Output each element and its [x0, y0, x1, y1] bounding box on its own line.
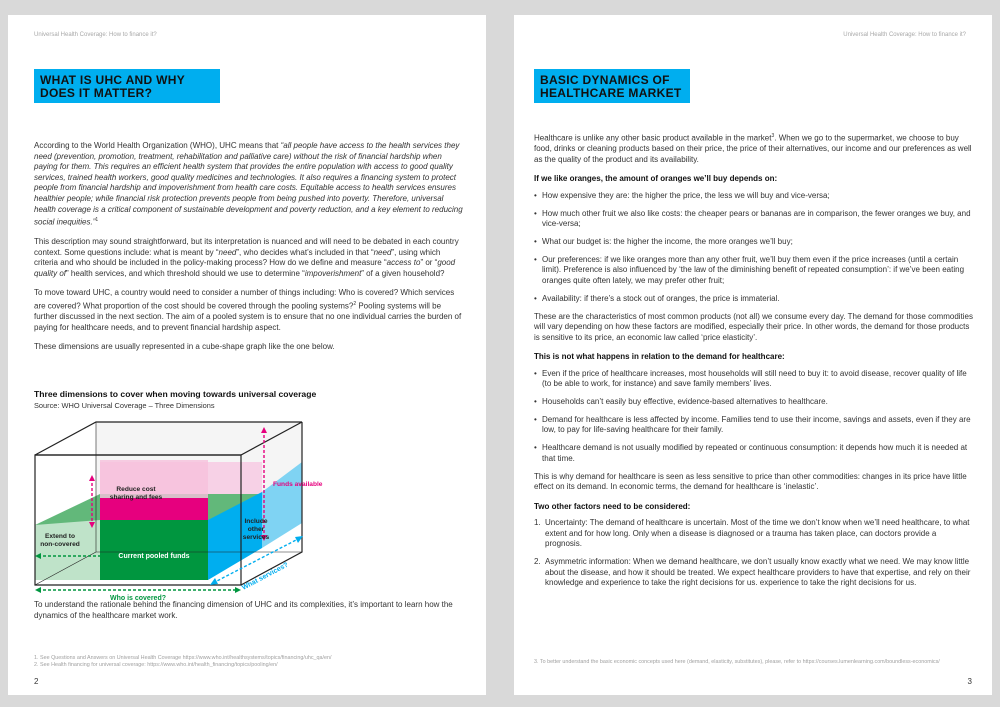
page-right: [514, 15, 992, 695]
subheading: This is not what happens in relation to the demand for healthcare:: [534, 352, 785, 362]
cost-front: [100, 498, 208, 520]
paragraph: This description may sound straightforward, but its interpretation is nuanced and will need to be debated in each country context. Some questions include: what is meant by “need”, who decides what’s included in that “need”, using which criteria and who should be included in the policy-making process? How do we define and measure “access to” or “good quality of” health services, and which threshold should we use to determine “impoverishment” of a given household?: [34, 237, 459, 278]
list-item: • Availability: if there’s a stock out of oranges, the price is immaterial.: [534, 294, 974, 305]
body-text: [34, 141, 466, 362]
paragraph: These are the characteristics of most common products (not all) we consume every day. The demand for those commodities will vary depending on how these factors are modified, especially their price. In other words, the demand for those products is sensitive to its price, an economic law called ‘price elasticity’.: [534, 311, 974, 342]
footnote: 3. To better understand the basic economic concepts used here (demand, elasticity, substitutes), please, refer to https://courses.lumenlearning.com/boundless-economics/: [534, 659, 940, 665]
list-item: • Our preferences: if we like oranges more than any other fruit, we’ll buy them even if the price increases (until a certain limit). Preference is also influenced by ‘the law of the diminishing benefit of repeated consumption’: if we’ve been eating oranges quite often lately, we may prefer other fruit;: [534, 255, 974, 287]
list-item: • Households can’t easily buy effective, evidence-based alternatives to healthcare.: [534, 397, 974, 408]
section-heading: BASIC DYNAMICS OF HEALTHCARE MARKET: [534, 69, 690, 103]
section-heading: WHAT IS UHC AND WHY DOES IT MATTER?: [34, 69, 220, 103]
list-item: • How much other fruit we also like costs: the cheaper pears or bananas are in comparison, the fewer oranges we buy, and vice-versa;: [534, 209, 974, 230]
footnote: 1. See Questions and Answers on Universal Health Coverage https://www.who.int/healthsystems/topics/financing/uhc_qa/en/: [34, 655, 332, 661]
page-left: [8, 15, 486, 695]
footnote: 2. See Health financing for universal coverage: https://www.who.int/health_financing/topics/pooling/en/: [34, 662, 278, 668]
running-header: Universal Health Coverage: How to finance it?: [843, 32, 966, 38]
factors-list: [534, 518, 974, 589]
include-label-3: services: [242, 534, 270, 541]
page-number: 2: [34, 677, 39, 686]
subheading: Two other factors need to be considered:: [534, 501, 691, 511]
three-dimensions-cube: [30, 420, 360, 602]
oranges-list: [534, 191, 974, 305]
list-item: 2. Asymmetric information: When we demand healthcare, we don’t usually know exactly what we need. We may know little about the disease, and how it should be treated. We expect healthcare providers to have that expertise, and rely on their knowledge and experience to take the right decisions for us. experience to take the right decisions for us.: [534, 557, 971, 588]
running-header: Universal Health Coverage: How to finance it?: [34, 32, 157, 38]
extend-label-2: non-covered: [40, 541, 80, 548]
reduce-cost-label-2: sharing and fees: [109, 494, 163, 501]
list-item: • How expensive they are: the higher the price, the less we will buy and vice-versa;: [534, 191, 974, 202]
footnotes: [34, 655, 466, 669]
page-number: 3: [967, 677, 972, 686]
figure-source: Source: WHO Universal Coverage – Three Dimensions: [34, 401, 215, 410]
figure-title: Three dimensions to cover when moving towards universal coverage: [34, 389, 317, 399]
funds-available-label: Funds available: [273, 481, 323, 488]
paragraph: According to the World Health Organization (WHO), UHC means that “all people have access to the health services they need (prevention, promotion, treatment, rehabilitation and palliative care) without the risk of financial hardship when paying for them. This requires an efficient health system that provides the entire population with access to good quality services, trained health workers, good quality medicines and technologies. It also requires a financing system to protect people from financial hardship and impoverishment from health care costs. Equitable access to health services ensures healthier people; while financial risk protection prevents people from being pushed into poverty. Therefore, universal health coverage is a critical component of sustainable development and poverty reduction, and a key element to reducing social inequities.”$^1$: [34, 141, 463, 227]
healthcare-list: [534, 369, 974, 465]
include-label: Include: [244, 518, 268, 525]
extend-front: [35, 520, 100, 580]
what-services-label: What services?: [240, 561, 290, 592]
list-item: • What our budget is: the higher the income, the more oranges we’ll buy;: [534, 237, 974, 248]
list-item: 1. Uncertainty: The demand of healthcare is uncertain. Most of the time we don’t know when we’ll need healthcare, to what extent and for how long. Only when a disease is diagnosed or a trauma has taken place, can doctors provide a prognosis.: [534, 518, 970, 549]
paragraph: These dimensions are usually represented in a cube-shape graph like the one below.: [34, 342, 335, 352]
body-text: [534, 131, 974, 596]
list-item: • Healthcare demand is not usually modified by repeated or continuous consumption: it depends how much it is needed at that time.: [534, 443, 974, 464]
list-item: • Even if the price of healthcare increases, most households will still need to buy it: to avoid disease, recover quality of life (to be able to work, for instance) and save family members’ lives.: [534, 369, 974, 390]
reduce-cost-label: Reduce cost: [116, 486, 156, 493]
extend-label: Extend to: [44, 533, 76, 540]
paragraph: To move toward UHC, a country would need to consider a number of things including: Who is covered? Which services are covered? What proportion of the cost should be covered through the pooling systems?$^2$ Pooling systems will be further discussed in the next section. The aim of a pooled system is to ensure that no one individual carries the burden of paying for healthcare needs, and to prevent financial hardship aspect.: [34, 288, 462, 332]
pooled-front: [100, 520, 208, 580]
paragraph: To understand the rationale behind the financing dimension of UHC and its complexities, it’s important to learn how the dynamics of the healthcare market work.: [34, 600, 453, 620]
paragraph: Healthcare is unlike any other basic product available in the market$^3$. When we go to the supermarket, we choose to buy food, drinks or cleaning products based on their price, the price of their alternatives, our income and our preferences as well as the quality of the product and its availability.: [534, 133, 972, 164]
paragraph: This is why demand for healthcare is seen as less sensitive to price than other commodities: changes in its price have little effect on its demand. In economic terms, the demand for healthcare is ‘inelastic’.: [534, 471, 967, 492]
list-item: • Demand for healthcare is less affected by income. Families tend to use their income, savings and assets, even if they are low, to pay for life-saving healthcare for their family.: [534, 415, 974, 436]
who-covered-label: Who is covered?: [109, 595, 167, 602]
current-pooled-label: Current pooled funds: [118, 553, 190, 560]
include-label-2: other: [247, 526, 265, 533]
body-text-closing: [34, 600, 464, 630]
subheading: If we like oranges, the amount of oranges we’ll buy depends on:: [534, 174, 778, 184]
